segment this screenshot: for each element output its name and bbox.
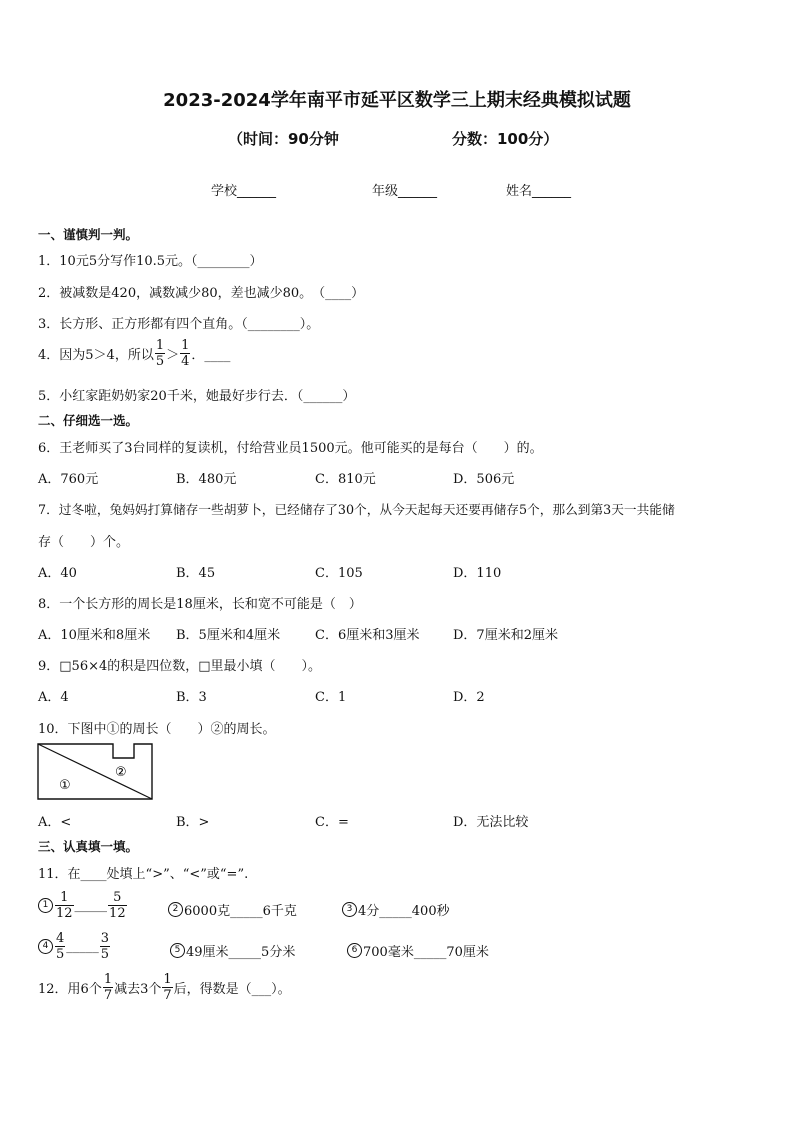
section-2-heading: 二、仔细选一选。 bbox=[38, 413, 139, 428]
fraction-numerator: 4 bbox=[56, 931, 65, 946]
fraction-one-seventh bbox=[103, 972, 113, 1003]
q10-option-c: C．= bbox=[315, 815, 349, 830]
fraction-numerator: 5 bbox=[108, 890, 127, 906]
q9-option-a: A．4 bbox=[38, 690, 69, 705]
circled-number-5: 5 bbox=[170, 943, 185, 958]
q11-item-2 bbox=[168, 900, 297, 919]
question-4-prefix: 4．因为5＞4，所以 bbox=[38, 348, 154, 363]
fraction-numerator: 1 bbox=[55, 890, 74, 906]
question-10: 10．下图中①的周长（ ）②的周长。 bbox=[38, 722, 276, 737]
question-7-line-1: 7．过冬啦，兔妈妈打算储存一些胡萝卜，已经储存了30个，从今天起每天还要再储存5个，那么到第3天一共能储 bbox=[38, 502, 675, 517]
fraction-denominator: 5 bbox=[155, 354, 165, 369]
section-3-heading: 三、认真填一填。 bbox=[38, 839, 139, 854]
question-12 bbox=[38, 972, 291, 1003]
q11-item-5 bbox=[170, 941, 295, 960]
q9-option-d: D．2 bbox=[453, 690, 485, 705]
q6-option-b: B．480元 bbox=[176, 472, 237, 487]
page-title: 2023-2024学年南平市延平区数学三上期末经典模拟试题 bbox=[163, 90, 631, 111]
q8-option-b: B．5厘米和4厘米 bbox=[176, 628, 281, 643]
q7-option-d: D．110 bbox=[453, 566, 502, 581]
q11-item-3-text: 4分_____400秒 bbox=[358, 904, 450, 919]
question-6: 6．王老师买了3台同样的复读机，付给营业员1500元。他可能买的是每台（ ）的。 bbox=[38, 441, 543, 456]
q11-item-3 bbox=[342, 900, 450, 919]
figure-diagonal bbox=[38, 744, 152, 799]
fraction-b bbox=[108, 890, 127, 921]
section-1-heading: 一、谨慎判一判。 bbox=[38, 227, 139, 242]
school-field: 学校______ bbox=[211, 184, 277, 199]
fraction-one-fourth bbox=[180, 338, 190, 369]
question-12-suffix: 后，得数是（___）。 bbox=[173, 982, 291, 997]
fraction-denominator: 5 bbox=[56, 947, 65, 962]
question-7-line-2: 存（ ）个。 bbox=[38, 535, 130, 550]
grade-field: 年级______ bbox=[372, 184, 438, 199]
fraction-denominator: 7 bbox=[163, 988, 172, 1003]
fraction-numerator: 1 bbox=[181, 338, 190, 353]
q11-item-6-text: 700毫米_____70厘米 bbox=[363, 945, 489, 960]
q6-option-d: D．506元 bbox=[453, 472, 515, 487]
name-field: 姓名______ bbox=[506, 184, 572, 199]
q11-item-5-text: 49厘米_____5分米 bbox=[186, 945, 296, 960]
fraction-denominator: 5 bbox=[100, 947, 110, 962]
fraction-one-seventh bbox=[162, 972, 172, 1003]
exam-score: 分数：100分） bbox=[452, 130, 559, 148]
question-12-prefix: 12．用6个 bbox=[38, 982, 102, 997]
fraction-denominator: 12 bbox=[56, 906, 73, 921]
q10-option-b: B．> bbox=[176, 815, 210, 830]
q7-option-c: C．105 bbox=[315, 566, 363, 581]
circled-number-3: 3 bbox=[342, 902, 357, 917]
q6-option-c: C．810元 bbox=[315, 472, 376, 487]
question-9: 9．□56×4的积是四位数，□里最小填（ ）。 bbox=[38, 659, 322, 674]
answer-blank: _____ bbox=[66, 939, 99, 954]
q11-item-1 bbox=[38, 890, 128, 921]
fraction-one-fifth bbox=[155, 338, 165, 369]
q10-option-a: A．< bbox=[38, 815, 72, 830]
exam-time: （时间：90分钟 bbox=[228, 130, 339, 148]
question-4-suffix: ．____ bbox=[191, 348, 231, 363]
question-8: 8．一个长方形的周长是18厘米，长和宽不可能是（ ） bbox=[38, 597, 362, 612]
question-2: 2．被减数是420，减数减少80，差也减少80。 （____） bbox=[38, 286, 365, 301]
q9-option-c: C．1 bbox=[315, 690, 347, 705]
q7-option-a: A．40 bbox=[38, 566, 77, 581]
question-3: 3．长方形、正方形都有四个直角。（________）。 bbox=[38, 317, 320, 332]
region-2-label: ② bbox=[115, 765, 127, 780]
q9-option-b: B．3 bbox=[176, 690, 207, 705]
q8-option-d: D．7厘米和2厘米 bbox=[453, 628, 558, 643]
fraction-numerator: 1 bbox=[163, 972, 172, 987]
q10-option-d: D．无法比较 bbox=[453, 815, 529, 830]
question-4 bbox=[38, 338, 230, 369]
question-12-middle: 减去3个 bbox=[114, 982, 162, 997]
perimeter-figure bbox=[37, 743, 154, 801]
fraction-numerator: 3 bbox=[100, 931, 110, 946]
circled-number-4: 4 bbox=[38, 939, 53, 954]
circled-number-1: 1 bbox=[38, 898, 53, 913]
greater-than-sign: ＞ bbox=[166, 348, 180, 363]
fraction-a bbox=[55, 890, 74, 921]
q8-option-c: C．6厘米和3厘米 bbox=[315, 628, 420, 643]
question-11: 11．在____处填上“>”、“<”或“=”. bbox=[38, 867, 249, 882]
fraction-b bbox=[100, 931, 110, 962]
fraction-denominator: 7 bbox=[103, 988, 113, 1003]
region-1-label: ① bbox=[59, 778, 71, 793]
question-1: 1．10元5分写作10.5元。（________） bbox=[38, 254, 263, 269]
q7-option-b: B．45 bbox=[176, 566, 216, 581]
q11-item-4 bbox=[38, 931, 111, 962]
circled-number-2: 2 bbox=[168, 902, 183, 917]
q8-option-a: A．10厘米和8厘米 bbox=[38, 628, 151, 643]
fraction-a bbox=[55, 931, 65, 962]
q11-item-2-text: 6000克_____6千克 bbox=[184, 904, 297, 919]
answer-blank: _____ bbox=[74, 898, 108, 913]
q11-item-6 bbox=[347, 941, 489, 960]
fraction-denominator: 12 bbox=[109, 906, 126, 921]
fraction-denominator: 4 bbox=[181, 354, 190, 369]
fraction-numerator: 1 bbox=[103, 972, 113, 987]
fraction-numerator: 1 bbox=[155, 338, 165, 353]
question-5: 5．小红家距奶奶家20千米，她最好步行去．（______） bbox=[38, 389, 356, 404]
q6-option-a: A．760元 bbox=[38, 472, 99, 487]
circled-number-6: 6 bbox=[347, 943, 362, 958]
